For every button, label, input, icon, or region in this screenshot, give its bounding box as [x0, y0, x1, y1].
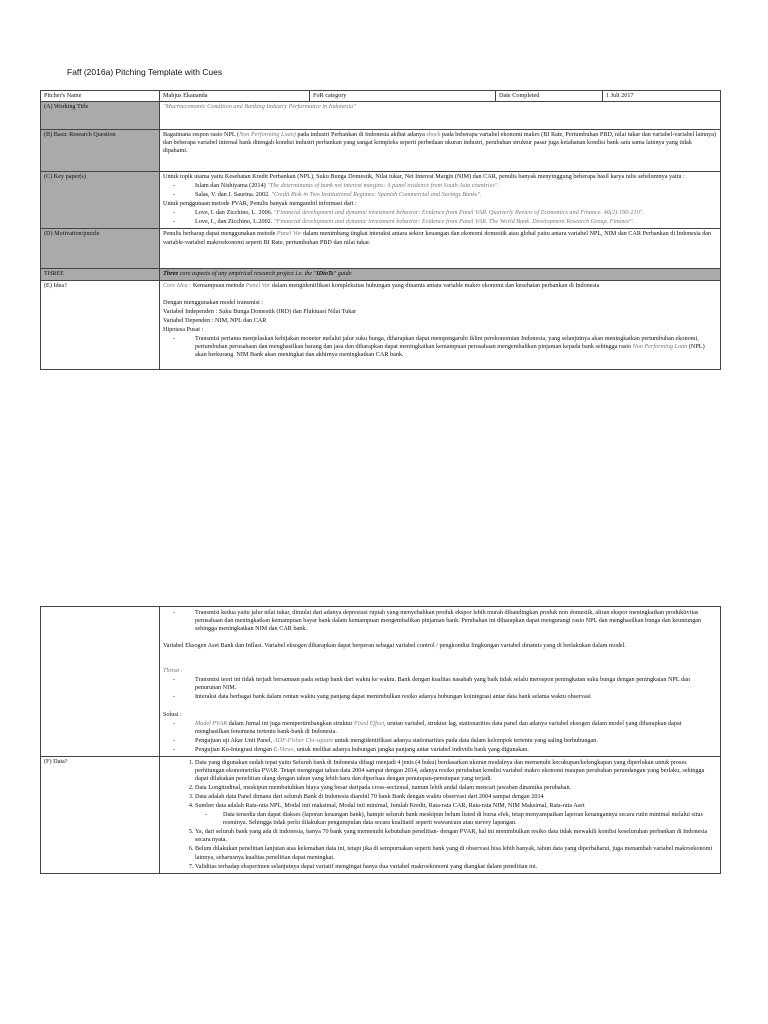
header-row [41, 91, 721, 102]
idea-label: (E) Idea? [41, 280, 160, 370]
basic-question-row [41, 130, 721, 172]
working-title-value: "Macroeconomic Condition and Banking Industry Performance in Indonesia" [160, 102, 721, 130]
key-papers-label: (C) Key paper(s) [41, 172, 160, 229]
solution-item: - Pengujian Ko-Integrasi dengan E-Views, untuk melihat adanya hubungan jangka panjang antar variabel individu bank yang digunakan. [173, 746, 717, 754]
hypothesis-list [173, 335, 717, 359]
reference-item: - Love, I. dan Zicchino, L. 2006. "Financial development and dynamic investment behavior: Evidence from Panel VAR. Quarterly Review of Economics and Finance. 46(2):190-210". [173, 209, 717, 217]
model-text: Dengan menggunakan model transmisi : [163, 298, 264, 306]
hypothesis-label: Hipotesa Pusat : [163, 325, 204, 333]
threat-label: Threat : [163, 667, 183, 675]
pitching-table-page-2 [40, 606, 721, 874]
reference-item: - Love, I., dan Zicchino, L.2002. "Financial development and dynamic investment behavior: Evidence from Panel VAR. The World Bank. Development Research Group. Finance". [173, 218, 717, 226]
core-idea: Core Idea : Kemampuan metode Panel Var dalam mengidentifikasi kompleksitas hubungan yang dinamis antara variable makro ekonomi dan kesehatan perbankan di Indonesia [163, 281, 600, 289]
document-title: Faff (2016a) Pitching Template with Cues [67, 67, 223, 77]
idea-continued-content [160, 607, 721, 757]
transmission-item: - Transmisi kedua yaitu jalur nilai tukar, dimulai dari adanya depresiasi rupiah yang menyebabkan produk ekspor lebih murah dibandingkan produk non domestik, aliran ekspor meningkatkan produktivitas perusahaan dan meningkatkan kemampuan bayar bank dalam kemampuan mengembalikan pinjaman bank. Perubahan ini diharapkan dapat mengurangi rasio NPL dan menghasilkan bunga dan keuntungan sehingga meningkatkan NIM dan CAR bank. [173, 609, 717, 633]
threat-item: - Interaksi data berbagai bank dalam rentan waktu yang panjang dapat menimbulkan resiko adanya hubungan kointegrasi antar data bank selama waktu observasi [173, 693, 717, 701]
date-completed-value: 1 Juli 2017 [603, 91, 721, 102]
independent-variable: Variabel Independen : Suku Bunga Domestik (IRD) dan Fluktuasi Nilai Tukar [163, 307, 357, 315]
for-category-label: FoR category [310, 91, 496, 102]
data-label: (F) Data? [41, 756, 160, 873]
solution-item: - Pengujuan uji Akar Unit Panel, ADF-Fisher Chi-square untuk mengidentifikasi adanya stationarities pada data dalam kelompok tertentu yang saling berhubungan. [173, 737, 717, 745]
key-papers-row [41, 172, 721, 229]
data-item: 3. Data adalah data Panel dimana dari seluruh Bank di Indonesia diambil 70 bank Bank dengan waktu observasi dari 2004 sampai dengan 2014 [195, 793, 717, 801]
threat-list [173, 676, 717, 701]
threat-item: - Transmisi teori ini tidak terjadi bersamaan pada setiap bank dari waktu ke waktu. Bank dengan kualitas nasabah yang baik tidak selalu merespon peningkatan suku bunga dengan peningkatan NPL dan penurunan NIM. [173, 676, 717, 692]
pitcher-name: Mahjus Ekananda [160, 91, 310, 102]
data-row [41, 756, 721, 873]
solution-list [173, 720, 717, 754]
data-item: 5. Ya, dari seluruh bank yang ada di indonesia, hanya 70 bank yang memenuhi kebutuhan penelitian- dengan PVAR, hal ini menimbulkan resiko data tidak mewakili kondisi keseluruhan perbankan di Indonesia secara nyata. [195, 828, 717, 844]
basic-question-label: (B) Basic Research Question [41, 130, 160, 172]
motivation-label: (D) Motivation/puzzle [41, 229, 160, 269]
key-papers-content [160, 172, 721, 229]
motivation-row [41, 229, 721, 269]
three-row [41, 269, 721, 280]
three-text: Three core aspects of any empirical research project i.e. the "IDioTs" guide [160, 269, 721, 280]
motivation-text: Penulis berharap dapat menggunakan metode Panel Var dalam menimbang tingkat interaksi antara sektor keuangan dan ekonomi domestik atau global yaitu antara variabel NPL, NIM dan CAR Perbankan di Indonesia dan variable-variabel makroekonomi seperti BI Rate, pertumbuhan PBD dan nilai tukar. [160, 229, 721, 269]
transmission-list [173, 609, 717, 633]
idea-content [160, 280, 721, 370]
solution-item: - Model PVAR dalam Jurnal ini juga mempertimbangkan struktur Fixed Effect, urutan variabel, struktur lag, stationarities data panel dan adanya variabel eksogen dalam model yang diharapkan dapat menghasilkan fenomena tertentu bank-bank di Indonesia. [173, 720, 717, 736]
key-papers-intro: Untuk topik utama yaitu Kesehatan Kredit Perbankan (NPL), Suku Bunga Domestik, Nilai tukar, Net Interest Margin (NIM) dan CAR, penulis banyak menyinggung beberapa hasil karya tulis sebelumnya yaitu : [163, 173, 685, 181]
data-item: 2. Data Longitudinal, meskipun membutuhkan biaya yang besar daripada cross-sectional, namun lebih andal dalam mencari jawaban dinamika perubahan. [195, 784, 717, 792]
data-sublist [201, 811, 717, 827]
reference-item: - Salas, V. dan J. Saurina. 2002. "Credit Risk in Two Institutional Regimes: Spanish Commercial and Savings Banks". [173, 191, 717, 199]
solution-label: Solusi : [163, 710, 182, 718]
working-title-row [41, 102, 721, 130]
dependent-variable: Variabel Dependen : NIM, NPL dan CAR [163, 316, 267, 324]
data-item: 6. Belum dilakukan penelitian lanjutan atas kelemahan data ini, tetapi jika di sempurnakan seperti bank yang di observasi bisa lebih banyak, tahun data yang diperbaharui, juga menambah variabel makroekonomi lainnya, seharusnya kualitas penelitian dapat meningkat. [195, 845, 717, 861]
data-list [163, 759, 717, 871]
data-item-text: Sumber data adalah Rata-rata NPL, Modal inti maksimal, Modal inti minimal, Jumlah Kredit, Rata-rata CAR, Rata-rata NIM, NIM Maksimal, Rata-rata Aset [195, 802, 585, 810]
working-title-label: (A) Working Title [41, 102, 160, 130]
idea-continued-label [41, 607, 160, 757]
basic-question-text: Bagaimana respon rasio NPL (Non Performing Loan) pada industri Perbankan di Indonesia akibat adanya shock pada beberapa variabel ekonomi makro (BI Rate, Pertumbuhan PBD, nilai tukar dan variabel-variabel lainnya) dan beberapa variabel internal bank ditengah kondisi industri perbankan yang sangat kompleks seperti perbedaan ukuran industri, perubahan struktur pasar juga ketahanan kondisi bank satu sama lainnya yang tidak dipahami. [160, 130, 721, 172]
data-subitem: - Data tersedia dan dapat diakses (laporan keuangan bank), hampir seluruh bank meskipun belum listed di bursa efek, tetap menyampaikan laporan keuangannya secara rutin minimal melalui situs resminya. Sehingga tidak perlu dilakukan pengumpulan data secara kualitatif seperti wawancara atau survey lapangan. [201, 811, 717, 827]
data-item: 7. Validitas terhadap eksperimen selanjutnya dapat variatif mengingat hanya dua variabel makroekonomi yang diangkat dalam penelitian ini. [195, 863, 717, 871]
reference-item: - Islam dan Nishiyama (2014) "The determinants of bank net interest margins: A panel evidence from South Asia countries". [173, 182, 717, 190]
pvar-intro: Untuk penggunaan metode PVAR, Penulis banyak mengambil informasi dari : [163, 200, 357, 208]
key-papers-list-2 [173, 209, 717, 226]
exogenous-variables: Variabel Eksogen Aset Bank dan Inflasi. Variabel eksogen diharapkan dapat berperan sebagai variabel control / pengkondisi lingkungan variabel dinamis yang di berlakukan dalam model. [163, 642, 626, 650]
pitching-table-page-1 [40, 90, 721, 370]
key-papers-list-1 [173, 182, 717, 199]
data-item [195, 802, 717, 827]
three-label: THREE [41, 269, 160, 280]
date-completed-label: Date Completed [496, 91, 603, 102]
hypothesis-item: - Transmisi pertama menjelaskan kebijakan moneter melalui jalur suku bunga, diharapkan dapat mempengaruhi iklim perekonomian Indonesia, yang selanjutnya akan meningkatkan pertumbuhan ekonomi, pertumbuhan perusahaan dan menghasilkan barang dan jasa dan diharapkan dapat meningkatkan kemampuan perusahaan mengembalikan pinjaman kepada bank sehingga rasio Non Performing Loan (NPL) akan berkurang. NIM Bank akan meningkat dan akhirnya meningkatkan CAR bank. [173, 335, 717, 359]
idea-row [41, 280, 721, 370]
data-item: 1. Data yang digunakan sudah tepat yaitu Seluruh bank di Indonesia dibagi menjadi 4 jenis (4 buku) berdasarkan ukuran modalnya dan memenuhi kecukupan/kelengkapan yang diperlukan untuk proses perhitungan ekonometrika PVAR. Tetapi mengingat tahun data 2004 sampai dengan 2014, adanya resiko perubahan kondisi variabel makro ekonomi maupun perubahan perundangan yang berlaku, sehingga dapat dilakukan penelitian ulang dengan tahun yang lebih baru dan diperluas dengan penutupan-penutupan yang terjadi. [195, 759, 717, 783]
data-content [160, 756, 721, 873]
idea-continued-row [41, 607, 721, 757]
pitcher-label: Pitcher's Name [41, 91, 160, 102]
